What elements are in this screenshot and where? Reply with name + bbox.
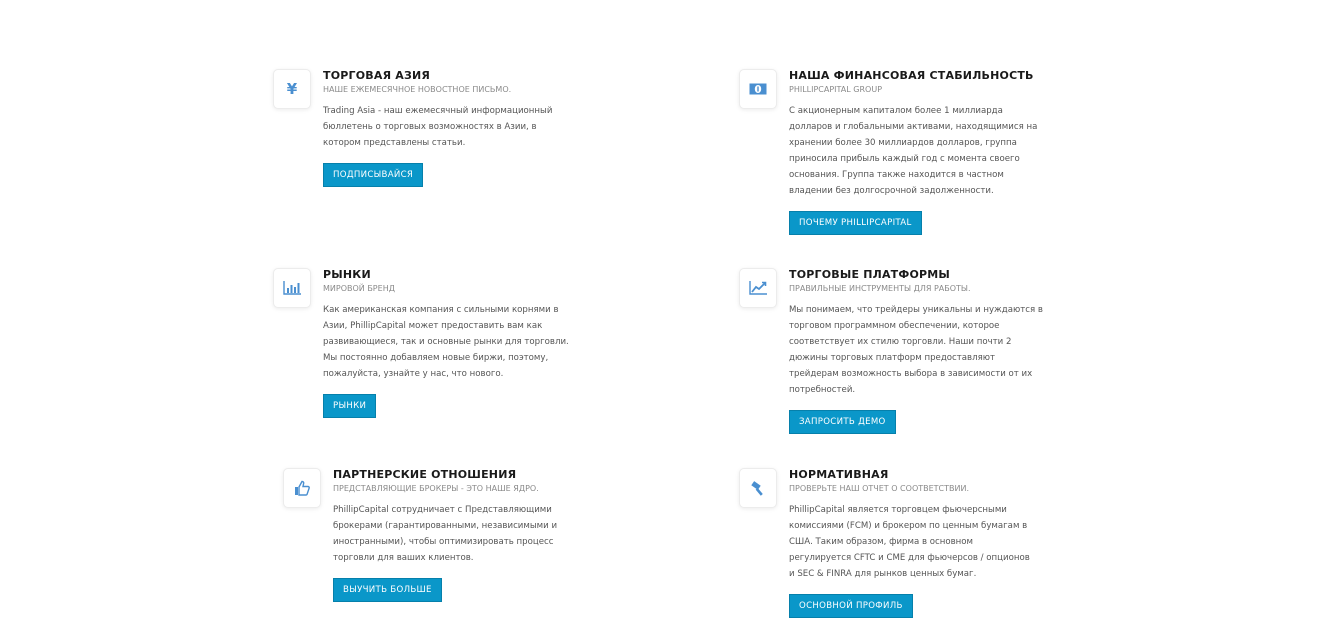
card-body-line: Мы понимаем, что трейдеры уникальны и нуждаются в [789,305,1043,315]
card-subtitle: НАШЕ ЕЖЕМЕСЯЧНОЕ НОВОСТНОЕ ПИСЬМО. [323,85,512,94]
card-body-line: хранении более 30 миллиардов долларов, группа [789,138,1017,148]
card-subtitle: МИРОВОЙ БРЕНД [323,284,395,293]
card-title: ТОРГОВЫЕ ПЛАТФОРМЫ [789,268,951,281]
bar-chart-icon [273,268,311,308]
line-chart-icon [739,268,777,308]
card-body-line: С акционерным капиталом более 1 миллиарда [789,106,1003,116]
card-body-line: торговом программном обеспечении, которое [789,321,1000,331]
card-body-line: долларов и глобальными активами, находящимися на [789,122,1038,132]
card-body-line: Trading Asia - наш ежемесячный информационный [323,106,553,116]
card-body-line: приносила прибыль каждый год с момента своего [789,154,1020,164]
card-subtitle: PHILLIPCAPITAL GROUP [789,85,883,94]
card-body-line: соответствует их стилю торговли. Наши почти 2 [789,337,1012,347]
card-body-line: и SEC & FINRA для рынков ценных бумаг. [789,569,977,579]
card-title: НАША ФИНАНСОВАЯ СТАБИЛЬНОСТЬ [789,69,1034,82]
card-body-line: котором представлены статьи. [323,138,466,148]
card-body-line: трейдерам возможность выбора в зависимости от их [789,369,1033,379]
card-title: РЫНКИ [323,268,371,281]
card-body-line: торговли для ваших клиентов. [333,553,474,563]
card-body-line: дюжины торговых платформ предоставляют [789,353,995,363]
card-body-line: Как американская компания с сильными корнями в [323,305,559,315]
card-body-line: Мы постоянно добавляем новые биржи, поэтому, [323,353,549,363]
card-title: ТОРГОВАЯ АЗИЯ [323,69,431,82]
thumbs-up-icon [283,468,321,508]
card-body-line: иностранными), чтобы оптимизировать процесс [333,537,554,547]
card-body [323,302,569,382]
card-body-line: США. Таким образом, фирма в основном [789,537,974,547]
money-icon [739,69,777,109]
card-button[interactable]: ОСНОВНОЙ ПРОФИЛЬ [789,594,913,618]
card-title: НОРМАТИВНАЯ [789,468,889,481]
card-body-line: владении без долгосрочной задолженности. [789,186,994,196]
card-button[interactable]: РЫНКИ [323,394,376,418]
card-body [789,302,1043,398]
card-body-line: PhillipCapital является торговцем фьючерсными [789,505,1007,515]
card-body-line: основания. Группа также находится в частном [789,170,1004,180]
card-title: ПАРТНЕРСКИЕ ОТНОШЕНИЯ [333,468,517,481]
card-button[interactable]: ВЫУЧИТЬ БОЛЬШЕ [333,578,442,602]
card-body-line: комиссиями (FCM) и брокером по ценным бумагам в [789,521,1028,531]
card-body-line: Азии, PhillipCapital может предоставить вам как [323,321,543,331]
card-body-line: брокерами (гарантированными, независимыми и [333,521,558,531]
card-button[interactable]: ЗАПРОСИТЬ ДЕМО [789,410,896,434]
card-body-line: пожалуйста, узнайте у нас, что нового. [323,369,504,379]
yen-icon: ¥ [273,69,311,109]
card-subtitle: ПРАВИЛЬНЫЕ ИНСТРУМЕНТЫ ДЛЯ РАБОТЫ. [789,284,971,293]
card-subtitle: ПРОВЕРЬТЕ НАШ ОТЧЕТ О СООТВЕТСТВИИ. [789,484,970,493]
card-button[interactable]: ПОЧЕМУ PHILLIPCAPITAL [789,211,922,235]
card-body [333,502,557,566]
card-body-line: регулируется CFTC и CME для фьючерсов / опционов [789,553,1030,563]
card-body [789,103,1037,199]
card-body-line: развивающиеся, так и основные рынки для торговли. [323,337,569,347]
card-subtitle: ПРЕДСТАВЛЯЮЩИЕ БРОКЕРЫ - ЭТО НАШЕ ЯДРО. [333,484,539,493]
gavel-icon [739,468,777,508]
card-body-line: бюллетень о торговых возможностях в Азии, в [323,122,537,132]
card-body [789,502,1030,582]
card-body [323,103,552,151]
card-body-line: потребностей. [789,385,856,395]
card-body-line: PhillipCapital сотрудничает с Представляющими [333,505,552,515]
card-button[interactable]: ПОДПИСЫВАЙСЯ [323,163,423,187]
